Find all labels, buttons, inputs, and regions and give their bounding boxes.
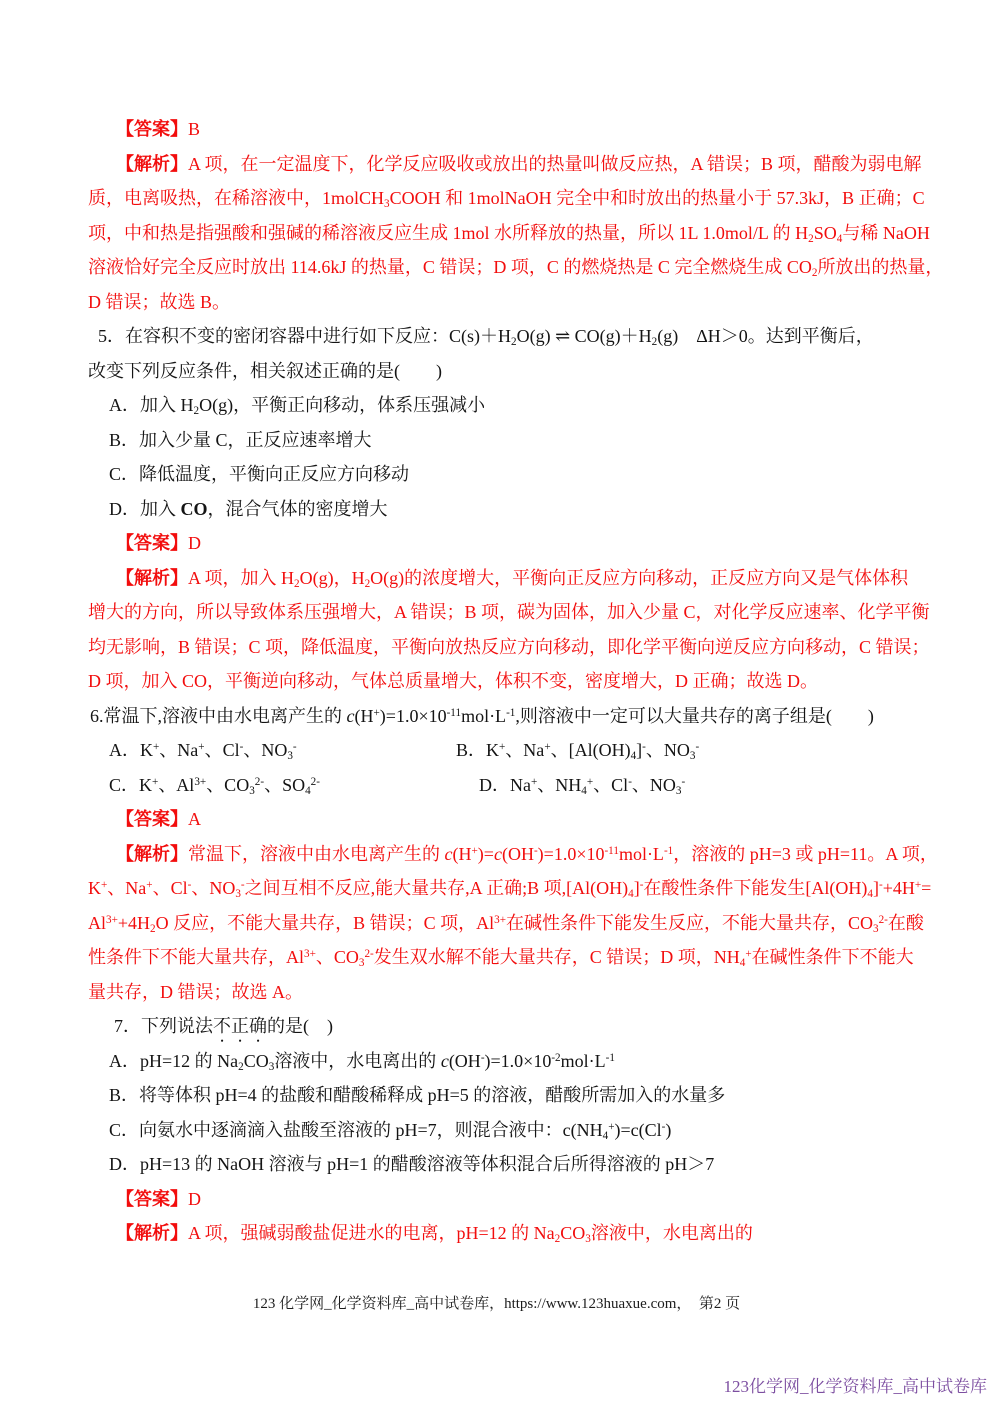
q5-analysis-line-2: 增大的方向，所以导致体系压强增大，A 错误；B 项，碳为固体，加入少量 C，对化学反应速率、化学平衡	[88, 602, 930, 622]
q5-analysis-line-1: 【解析】A 项，加入 $H_2O(g)$，$H_2O(g)$的浓度增大，平衡向正反应方向移动，正反应方向又是气体体积	[116, 567, 909, 590]
q4-analysis-line-3: 项，中和热是指强酸和强碱的稀溶液反应生成 1mol 水所释放的热量，所以 1L 1.0mol/L 的 $H_2SO_4$与稀 NaOH	[88, 222, 930, 245]
q5-stem-line-1: 5．在容积不变的密闭容器中进行如下反应：$C(s)+H_2O(g)$ ⇌ $CO(g)+H_2(g)$ ΔH＞0。达到平衡后，	[98, 326, 874, 348]
q5-analysis-line-3: 均无影响，B 错误；C 项，降低温度，平衡向放热反应方向移动，即化学平衡向逆反应方向移动，C 错误；	[88, 636, 930, 657]
q7-option-a: A．pH=12 的 $Na_2CO_3$溶液中，水电离出的 $c(OH^-)=1.0\times 10^{-2}mol\cdot L^{-1}$	[109, 1050, 615, 1073]
q7-option-b: B．将等体积 pH=4 的盐酸和醋酸稀释成 pH=5 的溶液，醋酸所需加入的水量多	[109, 1085, 726, 1105]
q5-option-c: C．降低温度，平衡向正反应方向移动	[109, 464, 410, 484]
q5-option-d: D．加入 CO，混合气体的密度增大	[109, 498, 388, 519]
q6-analysis-line-1: 【解析】常温下，溶液中由水电离产生的 $c(H^+)=c(OH^-)=1.0\times 10^{-11}mol\cdot L^{-1}$，溶液的 pH=3 或 pH=11。A 项，	[116, 843, 938, 864]
q6-analysis-line-4: 性条件下不能大量共存，$Al^{3+}$、$CO_3^{2-}$发生双水解不能大量共存，C 错误；D 项，$NH_4^+$在碱性条件下不能大	[88, 947, 914, 969]
page-footer	[0, 1292, 993, 1313]
q7-answer-line: 【答案】D	[116, 1188, 201, 1209]
q5-answer-line: 【答案】D	[116, 533, 201, 553]
q4-analysis-line-4: 溶液恰好完全反应时放出 114.6kJ 的热量，C 错误；D 项，C 的燃烧热是 C 完全燃烧生成 $CO_2$所放出的热量，	[88, 257, 944, 279]
q5-option-b: B．加入少量 C，正反应速率增大	[109, 429, 372, 450]
q4-analysis-line-2: 质，电离吸热，在稀溶液中，1molCH$_3$COOH 和 1molNaOH 完全中和时放出的热量小于 57.3kJ，B 正确；C	[88, 188, 925, 210]
q6-options-cd	[88, 768, 912, 803]
q4-answer-line: 【答案】B	[116, 119, 201, 139]
q6-analysis-line-5: 量共存，D 错误；故选 A。	[88, 981, 303, 1002]
q5-stem-line-2: 改变下列反应条件，相关叙述正确的是( )	[88, 360, 442, 381]
q4-analysis-line-5: D 错误；故选 B。	[88, 291, 231, 312]
q5-analysis-line-4: D 项，加入 CO，平衡逆向移动，气体总质量增大，体积不变，密度增大，D 正确；故选 D。	[88, 671, 818, 691]
option-cell: D．Na+、$NH_4^+$、Cl-、$NO_3^-$	[479, 774, 686, 797]
document-body	[88, 112, 944, 1251]
q6-stem-line: 6.常温下,溶液中由水电离产生的 $c(H^+)=1.0\times 10^{-11}mol\cdot L^{-1}$,则溶液中一定可以大量共存的离子组是( )	[90, 705, 874, 726]
option-cell: C．K+、$Al^{3+}$、$CO_3^{2-}$、$SO_4^{2-}$	[109, 774, 320, 797]
option-cell: A．K+、Na+、Cl-、$NO_3^-$	[109, 740, 297, 762]
watermark-text: 123化学网_化学资料库_高中试卷库	[723, 1377, 987, 1396]
option-cell: B．K+、Na+、$[Al(OH)_4]^-$、$NO_3^-$	[456, 740, 700, 762]
q7-option-c: C．向氨水中逐滴滴入盐酸至溶液的 pH=7，则混合液中：$c(NH_4^+)=c(Cl^-)$	[109, 1119, 672, 1142]
q6-analysis-line-3: $Al^{3+}+4H_2O$ 反应，不能大量共存，B 错误；C 项，$Al^{3+}$在碱性条件下能发生反应，不能大量共存，$CO_3^{2-}$在酸	[88, 912, 924, 935]
q6-analysis-line-2: K+、Na+、Cl-、$NO_3^-$之间互相不反应,能大量共存,A 正确;B 项$,[Al(OH)_4]^-$在酸性条件下能发生$[Al(OH)_4]^-+4H^+=$	[88, 878, 932, 900]
q7-option-d: D．pH=13 的 NaOH 溶液与 pH=1 的醋酸溶液等体积混合后所得溶液的 pH＞7	[109, 1154, 715, 1174]
q4-analysis-line-1: 【解析】A 项，在一定温度下，化学反应吸收或放出的热量叫做反应热，A 错误；B 项，醋酸为弱电解	[116, 153, 922, 174]
q6-answer-line: 【答案】A	[116, 809, 201, 829]
q7-stem-line: 7．下列说法不正确的是( )	[114, 1016, 333, 1036]
q5-option-a: A．加入 $H_2O(g)$，平衡正向移动，体系压强减小	[109, 395, 486, 417]
watermark	[724, 1372, 988, 1397]
q6-options-ab	[88, 733, 912, 768]
q7-analysis-line-1: 【解析】A 项，强碱弱酸盐促进水的电离，pH=12 的 $Na_2CO_3$溶液中，水电离出的	[116, 1223, 753, 1245]
footer-text: 123 化学网_化学资料库_高中试卷库，https://www.123huaxue.com， 第2 页	[252, 1296, 741, 1312]
